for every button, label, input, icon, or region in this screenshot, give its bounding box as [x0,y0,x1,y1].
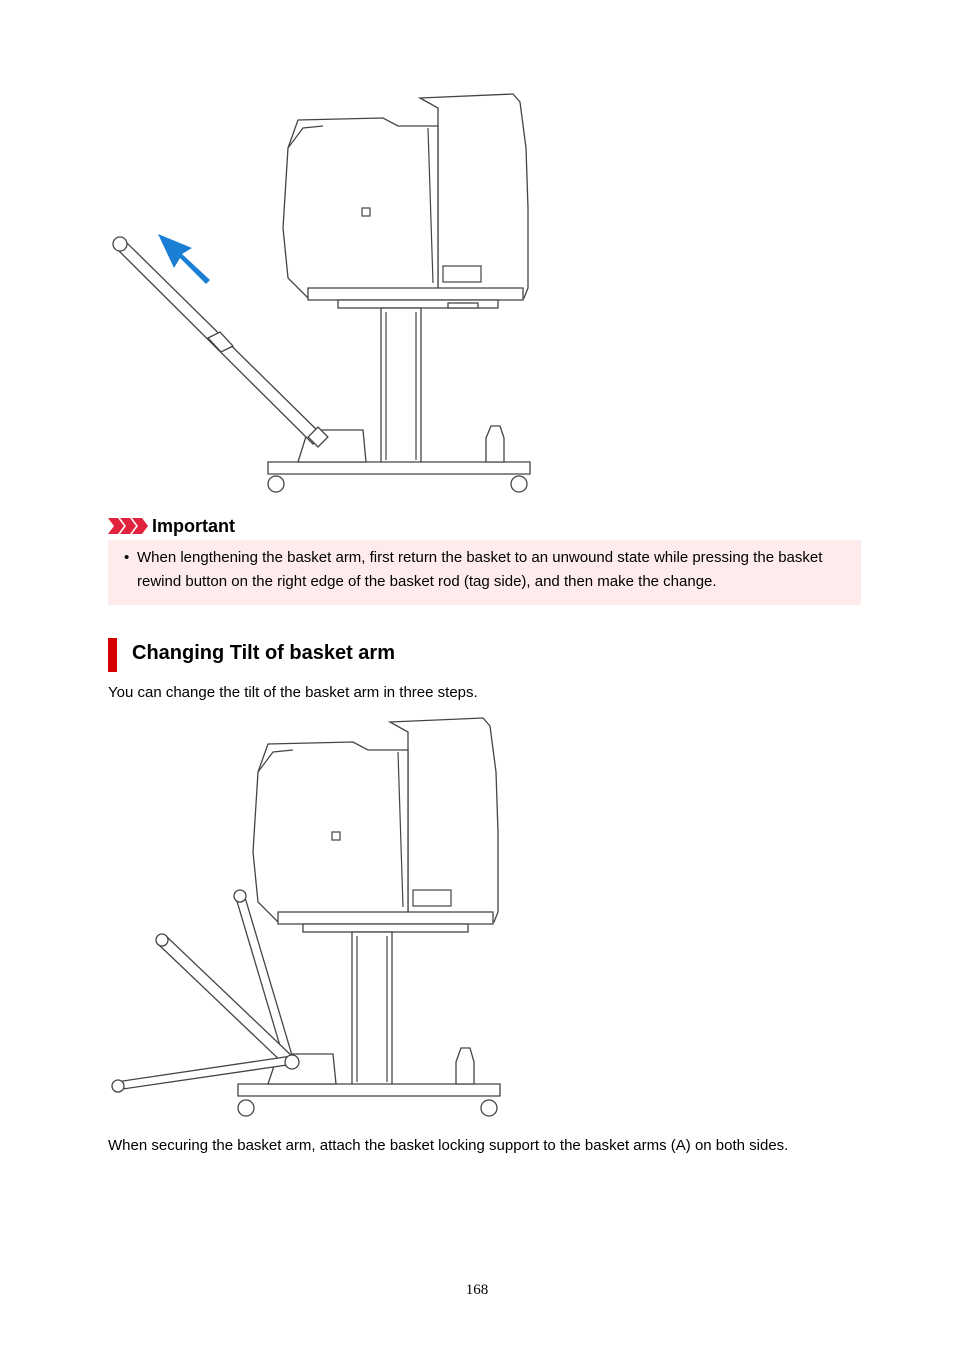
page-number: 168 [465,1282,489,1298]
section-title: Changing Tilt of basket arm [132,642,395,664]
securing-paragraph: When securing the basket arm, attach the basket locking support to the basket arms (A) on both sides. [108,1137,789,1154]
important-text: When lengthening the basket arm, first return the basket to an unwound state while pressing the basket rewind button on the right edge of the basket rod (tag side), and then make the change. [137,549,823,590]
important-heading [108,514,235,538]
important-label: Important [152,515,235,536]
basket-arm-tilt-illustration [108,712,508,1122]
bullet-marker: • [124,549,130,566]
important-chevron-icon [108,518,148,534]
tilt-positions-drawing [108,712,508,1122]
printer-basket-arm-illustration [108,88,538,498]
important-notice [108,540,861,605]
section-heading-bar [108,638,117,672]
intro-paragraph: You can change the tilt of the basket arm in three steps. [108,684,478,701]
printer-stand-drawing [108,88,538,498]
